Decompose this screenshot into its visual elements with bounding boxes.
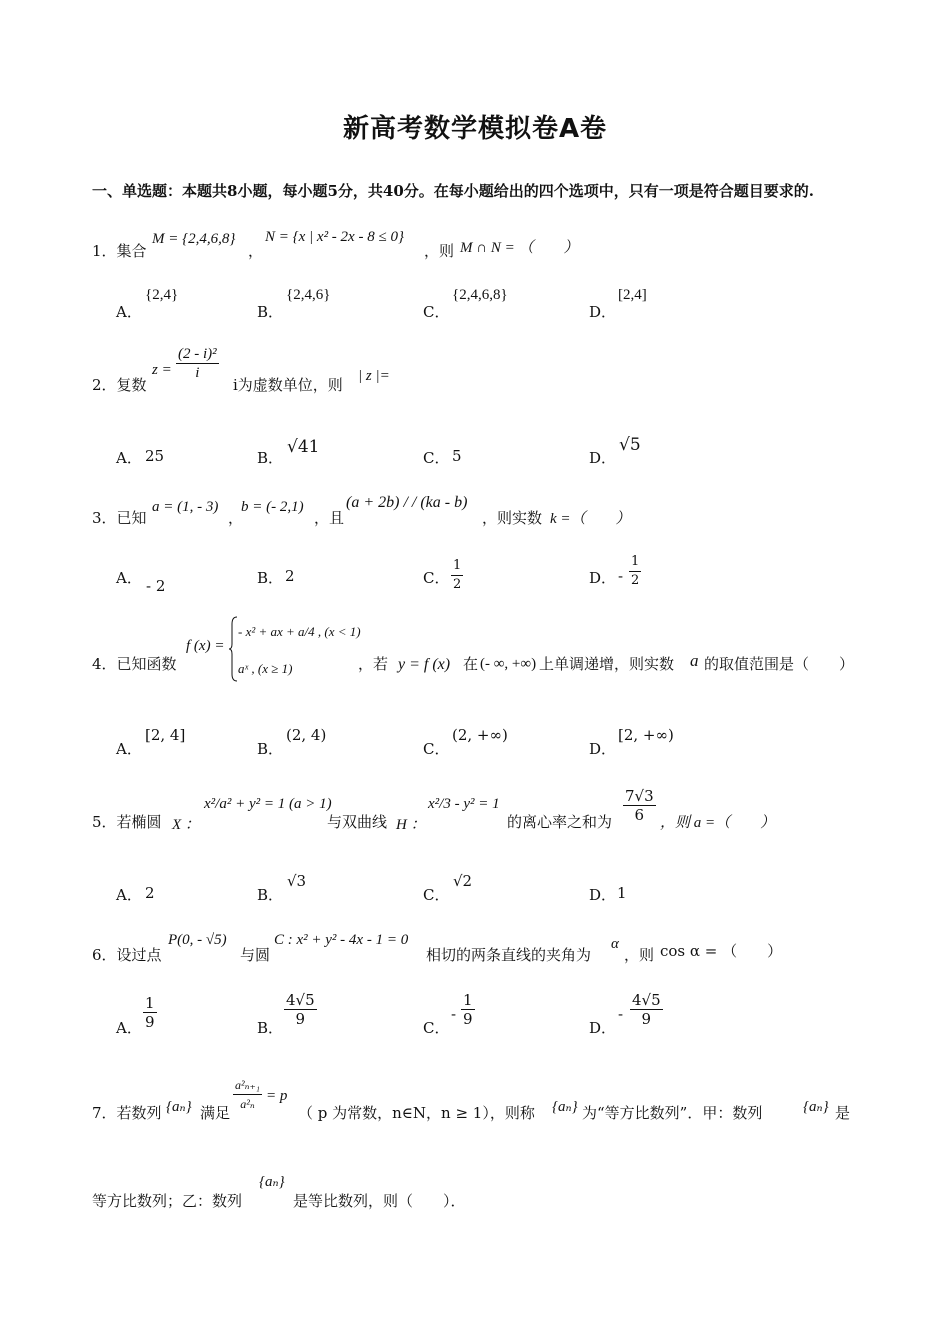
q1-set-n: N = {x | x² - 2x - 8 ≤ 0} (265, 229, 404, 245)
q7-ratio-denominator: a²ₙ (240, 1097, 255, 1111)
q2-option-b-label: B． (257, 449, 284, 467)
q3-suffix: ，则实数 (482, 509, 543, 527)
q3-ask: k =（ ） (550, 511, 631, 527)
q3-option-d-label: D． (589, 569, 617, 587)
q4-suffix: 上单调递增，则实数 (539, 655, 675, 673)
q7-sequence-4: {aₙ} (259, 1174, 285, 1190)
q6-option-a-numerator: 1 (145, 994, 155, 1012)
q7-ratio-numerator: a²ₙ₊₁ (233, 1076, 262, 1095)
q5-hyperbola: x²/3 - y² = 1 (428, 796, 500, 812)
q2-option-c-label: C． (423, 449, 450, 467)
q4-option-c-label: C． (423, 740, 450, 758)
q3-option-c-denominator: 2 (453, 577, 462, 592)
q6-option-a-value (143, 994, 157, 1031)
q6-option-d-value (630, 991, 663, 1028)
q5-option-d-value: 1 (617, 884, 627, 902)
q1-option-d-value: [2,4] (618, 287, 647, 303)
q1-set-m: M = {2,4,6,8} (152, 231, 236, 247)
q5-sum-denominator: 6 (634, 806, 645, 824)
q2-option-a-value: 25 (145, 447, 165, 465)
q3-condition: (a + 2b) / / (ka - b) (346, 494, 468, 511)
q5-option-c-value: √2 (453, 872, 473, 890)
q4-domain: (- ∞, +∞) (480, 656, 537, 672)
q2-ask: | z |= (358, 368, 390, 384)
q4-condition: y = f (x) (398, 656, 451, 673)
q3-option-a-value: - 2 (146, 577, 166, 595)
q3-prefix: 3．已知 (92, 509, 147, 527)
q5-option-c-label: C． (423, 886, 450, 904)
q4-mid: ，若 (358, 655, 389, 673)
q3-comma: ， (228, 509, 244, 527)
q2-fraction (176, 345, 219, 382)
q3-vector-b: b = (- 2,1) (241, 499, 304, 515)
q7-ratio (233, 1076, 262, 1113)
q3-option-b-label: B． (257, 569, 284, 587)
q6-point: P(0, - √5) (168, 932, 227, 948)
q6-option-b-value (284, 991, 317, 1028)
q2-prefix: 2．复数 (92, 376, 147, 394)
q4-prefix: 4．已知函数 (92, 655, 177, 673)
q1-prefix: 1．集合 (92, 242, 147, 260)
q6-option-d-denominator: 9 (641, 1010, 652, 1028)
q5-ask: ，则 a =（ ） (660, 815, 776, 831)
q1-option-c-value: {2,4,6,8} (452, 287, 508, 303)
q3-mid: ，且 (314, 509, 345, 527)
q4-var: a (690, 651, 699, 670)
q7-satisfy: 满足 (200, 1104, 231, 1122)
q5-mid: 与双曲线 (327, 813, 388, 831)
q6-ask: cos α = （ ） (660, 942, 783, 960)
section-header: 一、单选题：本题共8小题，每小题5分，共40分。在每小题给出的四个选项中，只有一项是符合题目要求的. (92, 182, 814, 200)
q2-option-a-label: A． (116, 449, 142, 467)
q6-option-b-label: B． (257, 1019, 284, 1037)
q6-option-d-label: D． (589, 1019, 617, 1037)
q6-option-c-denominator: 9 (463, 1010, 473, 1028)
q1-option-b-label: B． (257, 303, 284, 321)
q5-option-b-value: √3 (287, 872, 307, 890)
q7-named: 为“等方比数列”．甲：数列 (582, 1104, 763, 1122)
q7-line2-a: 等方比数列；乙：数列 (92, 1192, 243, 1210)
q4-option-c-value: (2, +∞) (452, 726, 508, 744)
q5-option-a-label: A． (116, 886, 142, 904)
q3-option-c-numerator: 1 (451, 557, 463, 576)
q6-option-b-numerator: 4√5 (286, 991, 315, 1009)
q6-option-a-label: A． (116, 1019, 142, 1037)
q2-denominator: i (195, 365, 200, 381)
q7-is: 是 (835, 1104, 851, 1122)
q6-option-b-denominator: 9 (295, 1010, 306, 1028)
q1-option-a-value: {2,4} (145, 287, 179, 303)
q1-ask: M ∩ N = （ ） (460, 240, 579, 256)
q5-option-a-value: 2 (145, 884, 155, 902)
q6-mid: 与圆 (240, 946, 271, 964)
q1-option-d-label: D． (589, 303, 617, 321)
q2-numerator: (2 - i)² (178, 346, 217, 362)
q6-alpha: α (611, 936, 619, 952)
q1-option-b-value: {2,4,6} (286, 287, 331, 303)
q3-option-c-label: C． (423, 569, 450, 587)
q5-option-d-label: D． (589, 886, 617, 904)
q4-in: 在 (463, 655, 479, 673)
q5-sum (623, 787, 656, 824)
q4-option-d-value: [2, +∞) (618, 726, 674, 744)
q5-prefix: 5．若椭圆 (92, 813, 162, 831)
q4-case-1: - x² + ax + a/4 , (x < 1) (238, 624, 361, 639)
q3-option-b-value: 2 (285, 567, 295, 585)
q1-comma: ， (248, 242, 264, 260)
q7-paren: （ p 为常数，n∈N，n ≥ 1），则称 (298, 1104, 535, 1122)
q6-circle: C : x² + y² - 4x - 1 = 0 (274, 932, 409, 948)
q3-option-d-numerator: 1 (629, 553, 641, 572)
q3-option-c-value (451, 557, 463, 594)
page-title: 新高考数学模拟卷A卷 (342, 114, 608, 144)
q6-then: ，则 (624, 946, 655, 964)
q2-option-c-value: 5 (452, 447, 462, 465)
q4-option-b-label: B． (257, 740, 284, 758)
q2-option-d-value: √5 (619, 435, 641, 455)
q6-option-c-label: C． (423, 1019, 450, 1037)
q3-vector-a: a = (1, - 3) (152, 499, 219, 515)
q7-line2-b: 是等比数列，则（ ）． (293, 1192, 466, 1210)
q4-fx: f (x) = (186, 638, 225, 654)
q6-suffix: 相切的两条直线的夹角为 (426, 946, 592, 964)
q7-prefix: 7．若数列 (92, 1104, 162, 1122)
q6-option-d-sign: - (618, 1005, 624, 1023)
q1-option-c-label: C． (423, 303, 450, 321)
q6-prefix: 6．设过点 (92, 946, 162, 964)
q4-option-a-value: [2, 4] (145, 726, 186, 744)
q4-option-d-label: D． (589, 740, 617, 758)
q4-tail: 的取值范围是（ ） (704, 655, 855, 673)
q6-option-c-value (461, 991, 475, 1028)
q2-option-d-label: D． (589, 449, 617, 467)
q2-z-eq: z = (152, 362, 172, 378)
q6-option-a-denominator: 9 (145, 1013, 155, 1031)
q7-sequence-3: {aₙ} (803, 1099, 829, 1115)
q1-option-a-label: A． (116, 303, 142, 321)
q6-option-d-numerator: 4√5 (632, 991, 661, 1009)
q6-option-c-sign: - (451, 1005, 457, 1023)
q3-option-d-denominator: 2 (631, 573, 640, 588)
q5-suffix: 的离心率之和为 (507, 813, 613, 831)
q7-sequence-2: {aₙ} (552, 1099, 578, 1115)
q5-option-b-label: B． (257, 886, 284, 904)
q4-case-2: aˣ , (x ≥ 1) (238, 661, 293, 676)
q4-option-b-value: (2, 4) (286, 726, 327, 744)
q2-option-b-value: √41 (287, 437, 320, 457)
q7-sequence: {aₙ} (166, 1099, 192, 1115)
q7-ratio-eq: = p (266, 1088, 288, 1104)
q5-ellipse-name: X ： (172, 817, 200, 833)
q3-option-d-value (629, 553, 641, 590)
q4-piecewise-brace (228, 616, 238, 682)
q3-option-a-label: A． (116, 569, 142, 587)
q4-option-a-label: A． (116, 740, 142, 758)
q2-suffix: i为虚数单位，则 (233, 376, 343, 394)
q5-hyper-name: H ： (396, 817, 426, 833)
q3-option-d-sign: - (618, 567, 624, 585)
q5-sum-numerator: 7√3 (625, 787, 654, 805)
q1-mid: ，则 (424, 242, 455, 260)
q6-option-c-numerator: 1 (463, 991, 473, 1009)
q5-ellipse: x²/a² + y² = 1 (a > 1) (204, 796, 332, 812)
